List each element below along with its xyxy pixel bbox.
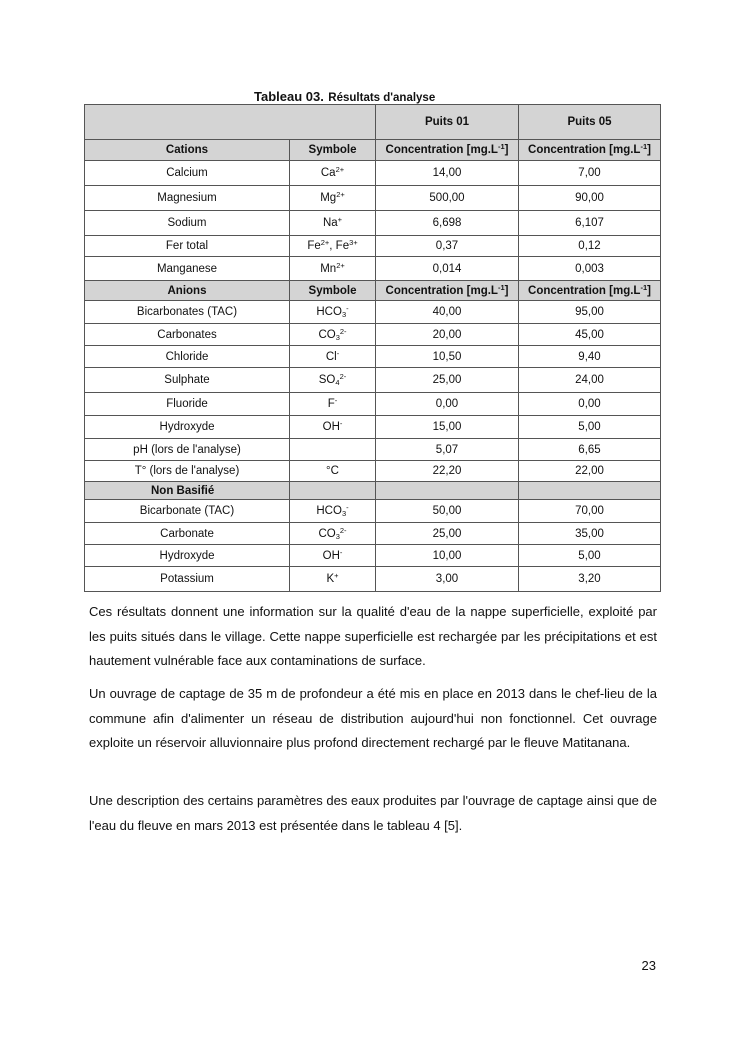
value-puits-01 <box>376 461 519 482</box>
concentration-unit: Concentration [mg.L <box>385 144 498 156</box>
parameter-cell <box>85 211 290 236</box>
value: 0,00 <box>578 398 601 410</box>
symbol-superscript: - <box>339 547 343 557</box>
value: 500,00 <box>429 192 465 204</box>
value: 70,00 <box>575 505 604 517</box>
symbol-base: Mg <box>320 192 337 204</box>
well-name: Puits 01 <box>424 116 470 128</box>
table-row <box>85 523 661 545</box>
caption-label: Tableau 03. <box>254 89 324 104</box>
empty-header-cell <box>519 482 661 500</box>
symbol-superscript: 2+ <box>335 165 345 174</box>
parameter-cell <box>85 161 290 186</box>
value: 24,00 <box>575 374 604 386</box>
symbol-base: OH <box>322 549 340 562</box>
value: 6,107 <box>575 217 604 229</box>
section-name-cell <box>85 281 290 301</box>
parameter-name: Chloride <box>165 350 209 363</box>
value-puits-05 <box>519 346 661 368</box>
concentration-header-puits-05 <box>519 281 661 301</box>
concentration-bracket: ] <box>504 144 509 156</box>
value-puits-05 <box>519 301 661 324</box>
value-puits-01 <box>376 186 519 211</box>
concentration-unit: Concentration [mg.L <box>528 284 641 297</box>
symbol-subscript: 3 <box>335 531 340 541</box>
symbol-base: °C <box>326 465 339 477</box>
parameter-name: Fer total <box>165 240 209 252</box>
value: 25,00 <box>432 527 462 540</box>
results-table-body <box>85 105 661 592</box>
table-row <box>85 236 661 257</box>
value-puits-01 <box>376 324 519 346</box>
parameter-name: Bicarbonates (TAC) <box>136 306 238 318</box>
value-puits-01 <box>376 161 519 186</box>
symbol-second: , Fe <box>329 240 350 252</box>
empty-header-cell <box>290 482 376 500</box>
value: 15,00 <box>432 421 462 433</box>
value: 3,20 <box>578 573 601 585</box>
symbol-header-cell <box>290 281 376 301</box>
concentration-bracket: ] <box>504 284 509 297</box>
symbol-superscript: - <box>346 304 349 313</box>
symbol-cell <box>290 393 376 416</box>
anions-header-row <box>85 281 661 301</box>
value: 0,12 <box>578 240 601 252</box>
symbol-superscript: 2+ <box>320 238 330 247</box>
symbol-superscript: 2- <box>339 372 347 381</box>
table-row <box>85 567 661 592</box>
symbol-subscript: 3 <box>335 332 340 342</box>
value-puits-01 <box>376 545 519 567</box>
parameter-name: Sulphate <box>164 374 210 386</box>
symbol-cell <box>290 186 376 211</box>
concentration-exponent: -1 <box>640 282 648 292</box>
concentration-exponent: -1 <box>497 282 505 292</box>
value: 0,014 <box>432 262 462 275</box>
value: 6,65 <box>578 443 601 456</box>
symbol-cell <box>290 545 376 567</box>
value: 5,00 <box>578 421 601 433</box>
symbol-base: CO <box>318 328 336 341</box>
symbol-superscript: 2- <box>339 326 347 336</box>
value-puits-05 <box>519 186 661 211</box>
parameter-name: Hydroxyde <box>159 421 215 433</box>
parameter-cell <box>85 523 290 545</box>
value: 25,00 <box>432 374 462 386</box>
symbol-cell <box>290 211 376 236</box>
symbol-base: Cl <box>325 350 337 363</box>
symbol-base: Mn <box>320 262 337 275</box>
table-row <box>85 346 661 368</box>
concentration-bracket: ] <box>647 284 651 297</box>
well-header-puits-05 <box>519 105 661 140</box>
symbol-cell <box>290 257 376 281</box>
symbol-subscript: 4 <box>335 378 340 387</box>
table-row <box>85 324 661 346</box>
parameter-cell <box>85 393 290 416</box>
value-puits-05 <box>519 257 661 281</box>
symbol-base: CO <box>318 527 336 540</box>
value: 0,00 <box>435 398 459 410</box>
value-puits-05 <box>519 500 661 523</box>
parameter-name: Manganese <box>156 262 218 275</box>
symbol-subscript: 3 <box>341 310 347 319</box>
symbol-base: K <box>326 573 335 585</box>
parameter-cell <box>85 346 290 368</box>
section-name: Cations <box>165 144 209 156</box>
value-puits-01 <box>376 257 519 281</box>
symbol-header-cell <box>290 140 376 161</box>
parameter-cell <box>85 439 290 461</box>
parameter-cell <box>85 567 290 592</box>
value: 6,698 <box>432 217 462 229</box>
symbol-superscript: 2+ <box>336 260 345 270</box>
value-puits-05 <box>519 567 661 592</box>
value: 90,00 <box>575 192 604 204</box>
symbol-base: Ca <box>320 167 336 179</box>
concentration-bracket: ] <box>647 144 651 156</box>
symbol-cell <box>290 500 376 523</box>
section-name: Non Basifié <box>151 484 215 497</box>
symbol-superscript: 2+ <box>336 190 345 199</box>
well-name: Puits 05 <box>567 116 612 128</box>
value: 10,50 <box>432 350 462 363</box>
value: 20,00 <box>432 328 462 341</box>
parameter-cell <box>85 461 290 482</box>
symbol-superscript: - <box>336 348 340 358</box>
non-basifie-title-cell <box>85 482 290 500</box>
value: 22,20 <box>432 465 462 477</box>
value: 35,00 <box>575 527 604 540</box>
section-name: Anions <box>167 284 207 297</box>
table-row <box>85 439 661 461</box>
concentration-unit: Concentration [mg.L <box>528 144 641 156</box>
symbol-cell <box>290 346 376 368</box>
parameter-cell <box>85 257 290 281</box>
parameter-cell <box>85 500 290 523</box>
value: 95,00 <box>575 306 604 318</box>
value: 14,00 <box>432 167 462 179</box>
symbol-cell <box>290 324 376 346</box>
empty-header-cell <box>376 482 519 500</box>
symbol-cell <box>290 368 376 393</box>
well-header-puits-01 <box>376 105 519 140</box>
table-row <box>85 461 661 482</box>
symbol-cell <box>290 236 376 257</box>
value-puits-01 <box>376 301 519 324</box>
paragraph-1: Ces résultats donnent une information sur la qualité d'eau de la nappe superficielle, exploité par les puits situés dans le village. Cette nappe superficielle est rechargée par les précipitations et est hautement vulnérable face aux contaminations de surface. <box>89 604 657 668</box>
value-puits-01 <box>376 368 519 393</box>
concentration-unit: Concentration [mg.L <box>385 284 498 297</box>
value-puits-05 <box>519 416 661 439</box>
value: 50,00 <box>432 505 462 517</box>
value-puits-05 <box>519 236 661 257</box>
value-puits-05 <box>519 324 661 346</box>
symbol-cell <box>290 461 376 482</box>
parameter-name: Hydroxyde <box>159 549 215 562</box>
table-row <box>85 301 661 324</box>
symbol-cell <box>290 567 376 592</box>
value-puits-05 <box>519 523 661 545</box>
concentration-header-puits-01 <box>376 281 519 301</box>
parameter-name: Calcium <box>166 167 208 179</box>
symbol-superscript: + <box>334 571 339 580</box>
value-puits-01 <box>376 567 519 592</box>
symbol-superscript: - <box>334 396 338 405</box>
table-row <box>85 393 661 416</box>
top-header-row <box>85 105 661 140</box>
table-row <box>85 257 661 281</box>
symbol-base: SO <box>318 374 336 386</box>
caption-title: Résultats d'analyse <box>328 92 436 104</box>
table-row <box>85 211 661 236</box>
table-row <box>85 416 661 439</box>
table-row <box>85 545 661 567</box>
value-puits-01 <box>376 393 519 416</box>
parameter-cell <box>85 301 290 324</box>
value: 22,00 <box>575 465 604 477</box>
symbol-base: HCO <box>316 306 342 318</box>
value: 40,00 <box>432 306 462 318</box>
results-table <box>84 104 661 592</box>
table-row <box>85 500 661 523</box>
symbol-cell <box>290 439 376 461</box>
parameter-cell <box>85 236 290 257</box>
concentration-exponent: -1 <box>497 142 505 151</box>
parameter-name: Magnesium <box>157 192 217 204</box>
parameter-name: Carbonate <box>160 527 214 540</box>
table-row <box>85 186 661 211</box>
parameter-name: Fluoride <box>166 398 208 410</box>
blank-header-cell <box>85 105 376 140</box>
parameter-cell <box>85 545 290 567</box>
paragraph-2: Un ouvrage de captage de 35 m de profondeur a été mis en place en 2013 dans le chef-lieu de la commune afin d'alimenter un réseau de distribution aujourd'hui non fonctionnel. Cet ouvrage exploite un réservoir alluvionnaire plus profond directement rechargé par le fleuve Matitanana. <box>89 686 657 750</box>
value-puits-01 <box>376 523 519 545</box>
value-puits-05 <box>519 545 661 567</box>
value-puits-01 <box>376 346 519 368</box>
value: 45,00 <box>575 328 604 341</box>
paragraph-3: Une description des certains paramètres des eaux produites par l'ouvrage de captage ainsi que de l'eau du fleuve en mars 2013 est présentée dans le tableau 4 [5]. <box>89 793 657 833</box>
concentration-exponent: -1 <box>640 142 648 151</box>
value: 7,00 <box>578 167 601 179</box>
value: 10,00 <box>432 549 462 562</box>
symbol-superscript: - <box>339 419 343 428</box>
value-puits-05 <box>519 161 661 186</box>
symbol-base: HCO <box>316 505 342 517</box>
value: 0,37 <box>435 240 459 252</box>
value: 5,00 <box>578 549 601 562</box>
parameter-name: T° (lors de l'analyse) <box>134 465 240 477</box>
table-row <box>85 368 661 393</box>
value: 5,07 <box>435 443 459 456</box>
symbol-second-superscript: 3+ <box>349 238 358 247</box>
symbol-base: Na <box>322 217 338 229</box>
concentration-header-puits-01 <box>376 140 519 161</box>
cations-header-row <box>85 140 661 161</box>
value: 3,00 <box>435 573 459 585</box>
section-name-cell <box>85 140 290 161</box>
parameter-name: Sodium <box>167 217 207 229</box>
value: 9,40 <box>578 350 601 363</box>
value-puits-05 <box>519 439 661 461</box>
value-puits-01 <box>376 211 519 236</box>
symbol-base: Fe <box>307 240 321 252</box>
parameter-cell <box>85 186 290 211</box>
symbol-cell <box>290 161 376 186</box>
table-row <box>85 161 661 186</box>
symbol-cell <box>290 416 376 439</box>
value-puits-01 <box>376 500 519 523</box>
parameter-cell <box>85 368 290 393</box>
symbol-cell <box>290 523 376 545</box>
page-number: 23 <box>641 958 656 973</box>
value: 0,003 <box>575 262 604 275</box>
parameter-name: Bicarbonate (TAC) <box>139 505 235 517</box>
symbol-base: OH <box>322 421 340 433</box>
parameter-name: Potassium <box>160 573 214 585</box>
symbol-header: Symbole <box>308 284 357 297</box>
parameter-name: pH (lors de l'analyse) <box>133 443 241 456</box>
value-puits-05 <box>519 461 661 482</box>
parameter-name: Carbonates <box>157 328 217 341</box>
parameter-cell <box>85 324 290 346</box>
value-puits-01 <box>376 439 519 461</box>
value-puits-01 <box>376 236 519 257</box>
value-puits-05 <box>519 211 661 236</box>
symbol-superscript: 2- <box>339 525 347 535</box>
value-puits-05 <box>519 368 661 393</box>
symbol-base: F <box>327 398 335 410</box>
symbol-header: Symbole <box>308 144 357 156</box>
value-puits-05 <box>519 393 661 416</box>
parameter-cell <box>85 416 290 439</box>
symbol-superscript: - <box>346 503 349 512</box>
non-basifie-header-row <box>85 482 661 500</box>
symbol-superscript: + <box>337 215 343 224</box>
value-puits-01 <box>376 416 519 439</box>
symbol-subscript: 3 <box>341 509 347 518</box>
concentration-header-puits-05 <box>519 140 661 161</box>
symbol-cell <box>290 301 376 324</box>
